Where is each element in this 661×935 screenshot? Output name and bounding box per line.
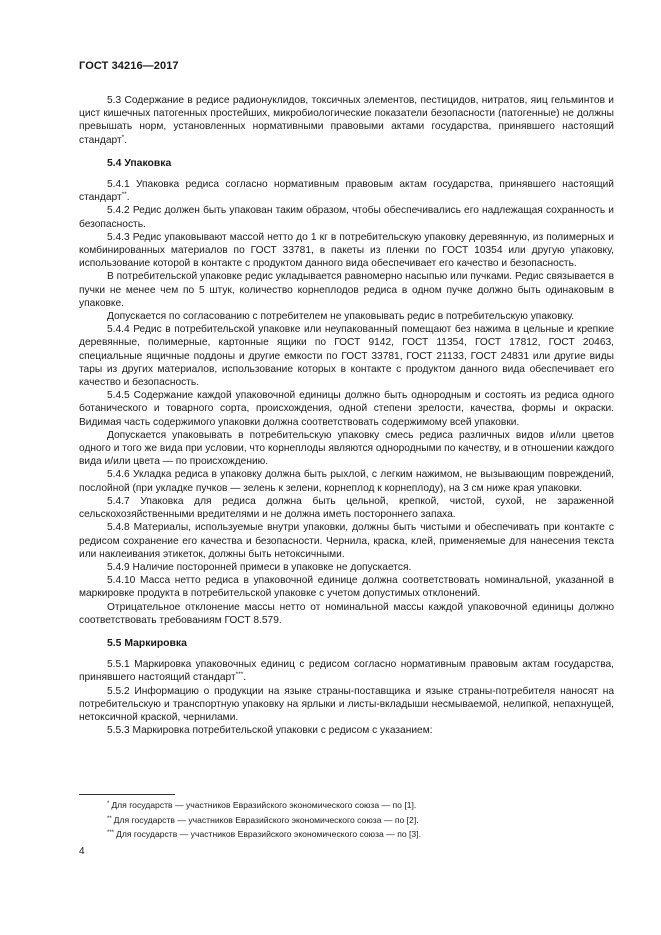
paragraph-5-4-7: 5.4.7 Упаковка для редиса должна быть цельной, крепкой, чистой, сухой, не зараженной сельскохозяйственными вредителями и не должна иметь постороннего запаха. <box>79 495 614 521</box>
paragraph-5-4-6: 5.4.6 Укладка редиса в упаковку должна быть рыхлой, с легким нажимом, не вызывающим повреждений, послойной (при укладке пучков — зелень к зелени, корнеплод к корнеплоду), на 3 см ниже края упаковки. <box>79 469 614 494</box>
footnote-separator <box>79 794 175 795</box>
paragraph-5-4-3-exception: Допускается по согласованию с потребителем не упаковывать редис в потребительскую упаковку. <box>107 311 575 323</box>
section-heading-5-4: 5.4 Упаковка <box>107 157 172 169</box>
paragraph-5-4-4: 5.4.4 Редис в потребительской упаковке или неупакованный помещают без нажима в цельные и крепкие деревянные, полимерные, картонные ящики по ГОСТ 9142, ГОСТ 11354, ГОСТ 17812, ГОСТ 20463, специальные ящичные поддоны и другие емкости по ГОСТ 33781, ГОСТ 21133, ГОСТ 24831 или другие виды тары из других материалов, использование которых в контакте с продуктом данного вида обеспечивает его качество и безопасность. <box>79 324 614 389</box>
paragraph-5-3-text: 5.3 Содержание в редисе радионуклидов, токсичных элементов, пестицидов, нитратов, яиц гельминтов и цист кишечных патогенных простейших, микробиологические показатели безопасности (патогенные) не должны превышать норм, установленных нормативными правовыми актами государства, принявшего настоящий стандарт <box>79 95 614 146</box>
footnote-ref-2: ** <box>121 191 127 199</box>
paragraph-5-4-1-period: . <box>126 192 130 204</box>
section-heading-5-5: 5.5 Маркировка <box>107 637 187 649</box>
paragraph-5-5-1-text: 5.5.1 Маркировка упаковочных единиц с редисом согласно нормативным правовым актам государства, принявшего настоящий стандарт <box>79 659 614 684</box>
paragraph-5-4-1-text: 5.4.1 Упаковка редиса согласно нормативным правовым актам государства, принявшего настоящий стандарт <box>79 179 614 204</box>
footnote-ref-3: *** <box>235 671 244 679</box>
paragraph-5-4-1 <box>79 178 614 204</box>
footnote-text: Для государств — участников Евразийского экономического союза — по [3]. <box>116 829 421 839</box>
paragraph-5-4-9: 5.4.9 Наличие посторонней примеси в упаковке не допускается. <box>107 561 412 573</box>
footnote-ref-1: * <box>121 133 125 141</box>
footnote-item <box>107 827 607 842</box>
footnote-text: Для государств — участников Евразийского экономического союза — по [2]. <box>113 814 419 825</box>
document-body <box>79 94 614 737</box>
paragraph-5-4-10: 5.4.10 Масса нетто редиса в упаковочной единице должна соответствовать номинальной, указанной в маркировке продукта в потребительской упаковке с учетом допустимых отклонений. <box>79 575 614 600</box>
footnote-item <box>107 798 607 813</box>
footnotes <box>107 798 607 842</box>
paragraph-5-3-period: . <box>124 134 128 146</box>
paragraph-5-4-3-bundles: В потребительской упаковке редис укладывается равномерно насыпью или пучками. Редис связывается в пучки не менее чем по 5 штук, количество корнеплодов редиса в одном пучке должно быть одинаковым в упаковке. <box>79 271 614 309</box>
paragraph-5-5-3: 5.5.3 Маркировка потребительской упаковки с редисом с указанием: <box>107 725 433 737</box>
paragraph-5-5-1 <box>79 658 614 684</box>
paragraph-5-3 <box>79 94 614 147</box>
footnote-text: Для государств — участников Евразийского экономического союза — по [1]. <box>111 800 417 810</box>
footnote-item <box>107 813 607 828</box>
paragraph-5-4-5: 5.4.5 Содержание каждой упаковочной единицы должно быть однородным и состоять из редиса одного ботанического и товарного сорта, происхождения, одной степени зрелости, качества, формы и окраски. Видимая часть содержимого упаковки должна соответствовать содержимому всей упаковки. <box>79 390 614 428</box>
footnote-mark: *** <box>107 830 115 836</box>
footnote-mark: ** <box>107 815 112 822</box>
paragraph-5-4-2: 5.4.2 Редис должен быть упакован таким образом, чтобы обеспечивались его надлежащая сохранность и безопасность. <box>79 205 614 230</box>
page-number: 4 <box>79 846 85 857</box>
paragraph-5-4-3: 5.4.3 Редис упаковывают массой нетто до 1 кг в потребительскую упаковку деревянную, из полимерных и комбинированных материалов по ГОСТ 33781, в пакеты из пленки по ГОСТ 10354 или другую упаковку, использование которой в контакте с продуктом данного вида обеспечивает его качество и безопасность. <box>79 231 614 270</box>
document-code-header: ГОСТ 34216—2017 <box>79 60 179 72</box>
paragraph-5-4-8: 5.4.8 Материалы, используемые внутри упаковки, должны быть чистыми и обеспечивать при контакте с редисом сохранение его качества и безопасности. Чернила, краска, клей, применяемые для нанесения текста или наклеивания этикеток, должны быть нетоксичными. <box>79 522 614 560</box>
paragraph-5-5-2: 5.5.2 Информацию о продукции на языке страны-поставщика и языке страны-потребителя наносят на потребительскую и транспортную упаковку на ярлыки и листы-вкладыши несмываемой, нелипкой, непахнущей, нетоксичной краской, чернилами. <box>79 685 614 723</box>
paragraph-5-4-5-mix: Допускается упаковывать в потребительскую упаковку смесь редиса различных видов и/или цветов одного и того же вида при условии, что корнеплоды являются однородными по качеству, и в отношении каждого вида и/или цвета — по происхождению. <box>79 429 614 468</box>
paragraph-5-5-1-period: . <box>243 672 247 684</box>
footnote-mark: * <box>107 801 110 807</box>
paragraph-5-4-10-deviation: Отрицательное отклонение массы нетто от номинальной массы каждой упаковочной единицы должно соответствовать требованиям ГОСТ 8.579. <box>79 601 614 626</box>
